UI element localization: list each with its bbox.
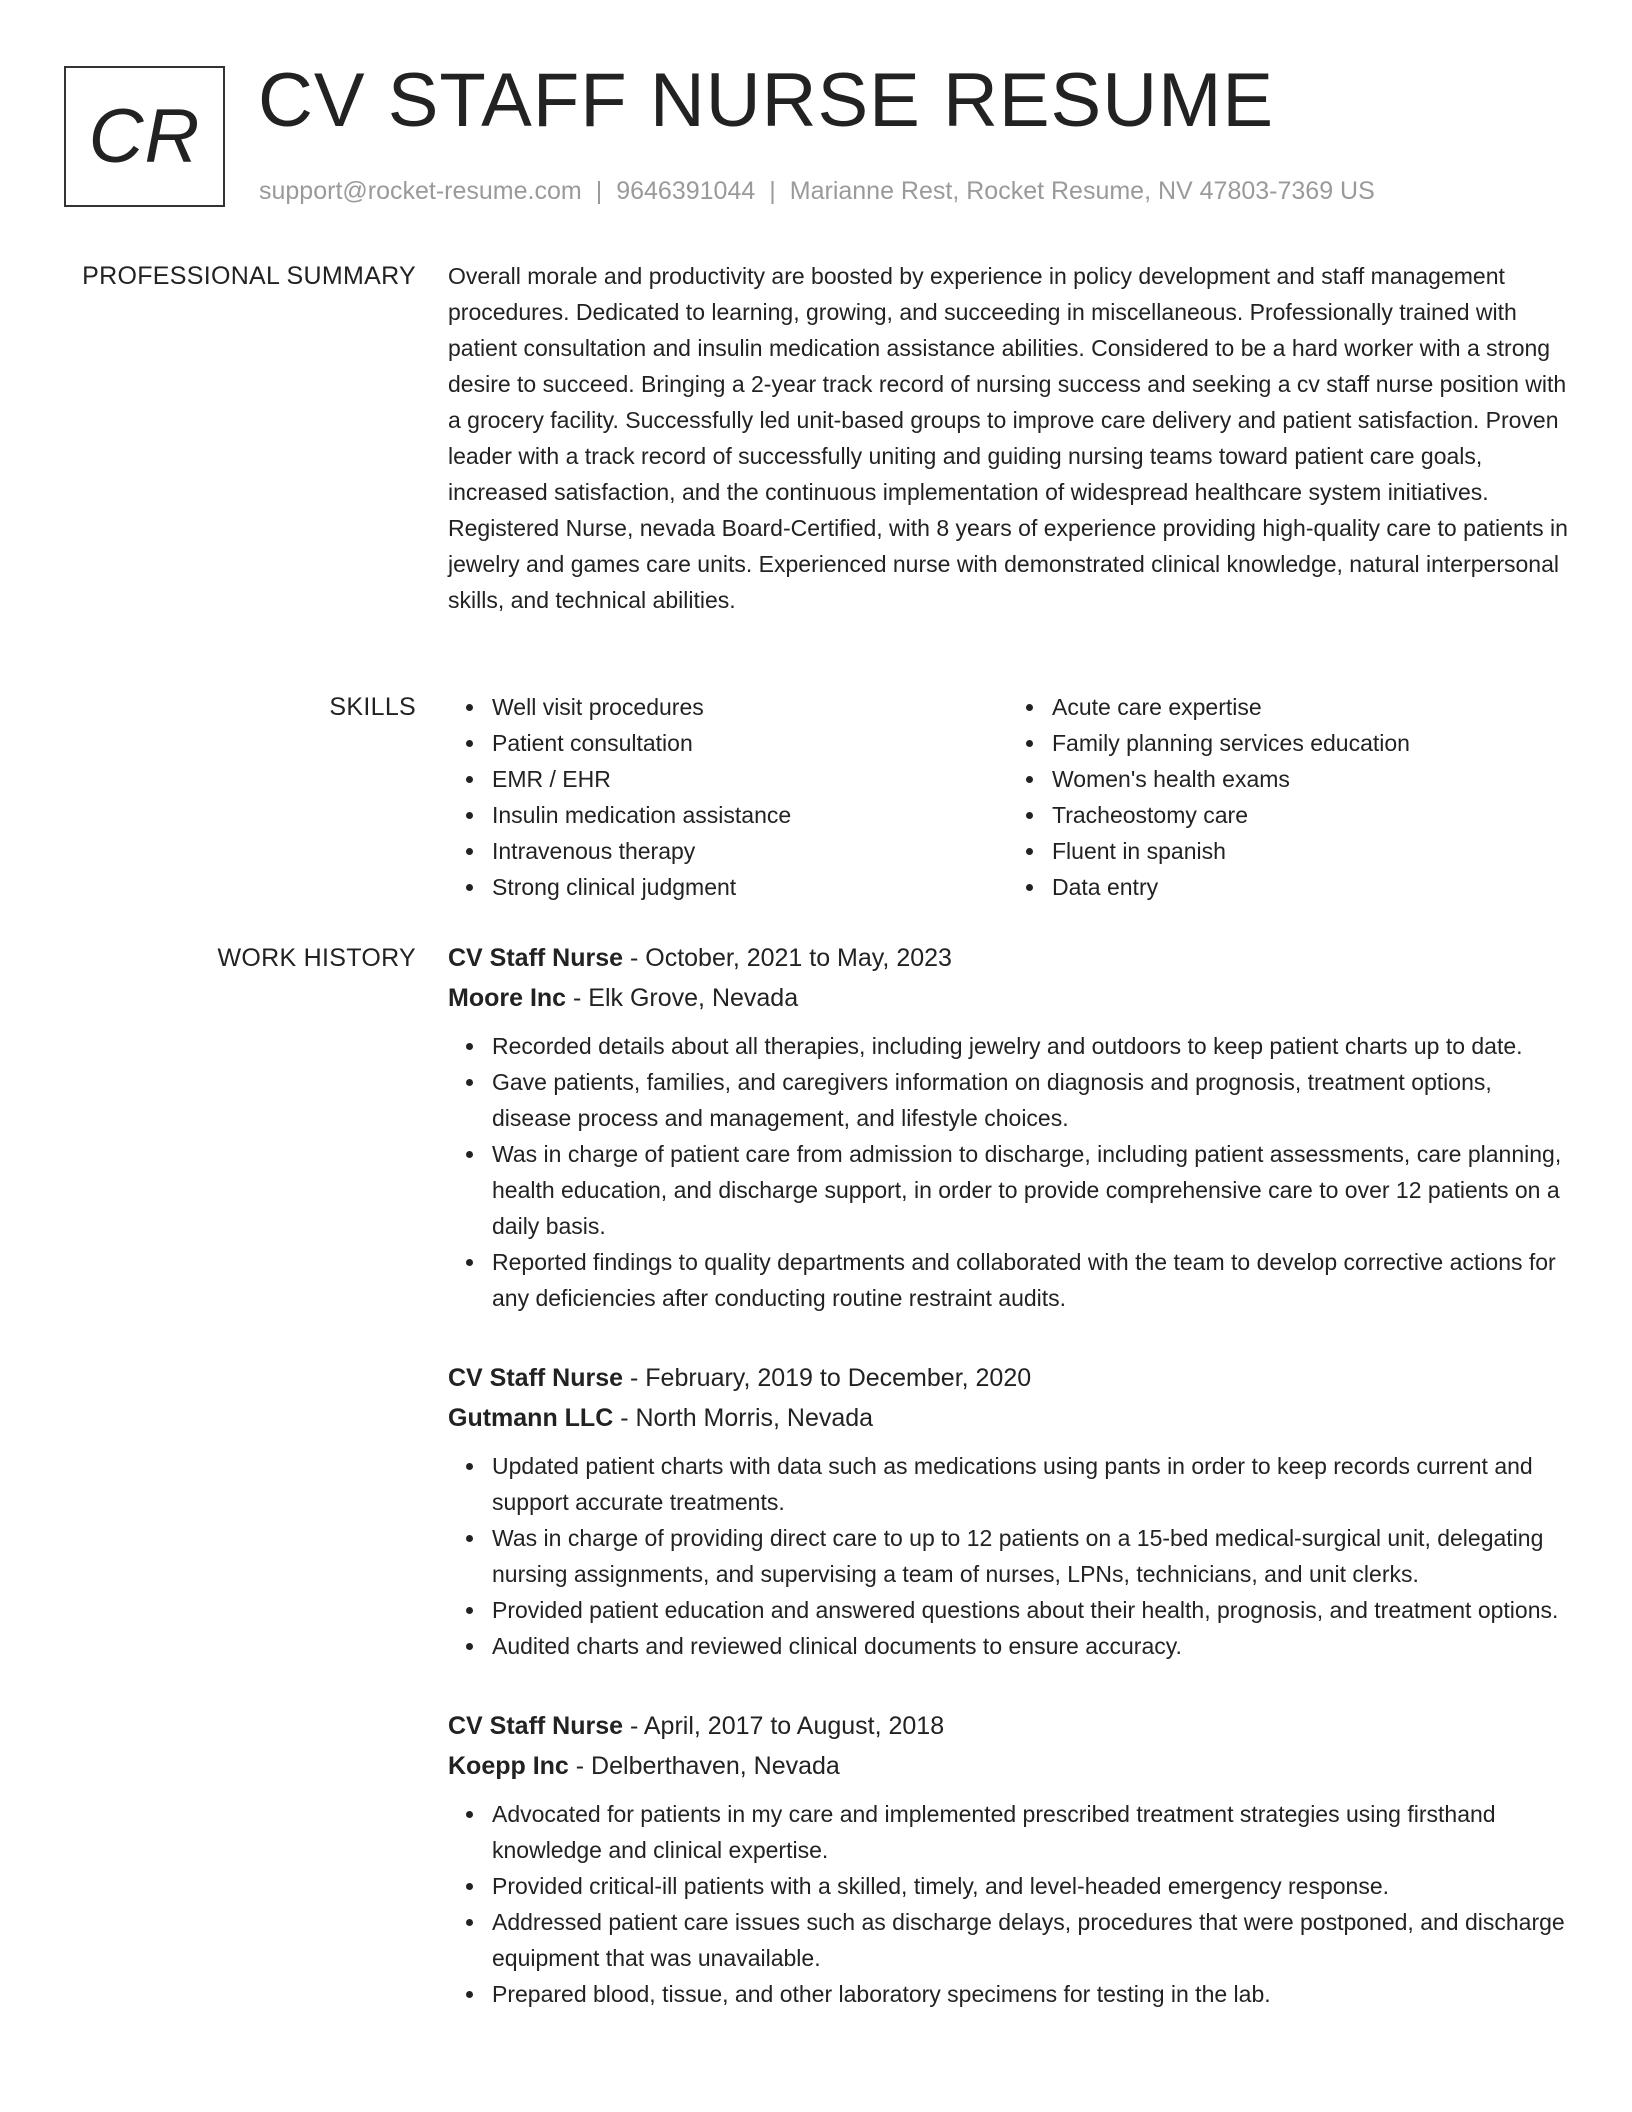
job-company-line [448, 1398, 1568, 1438]
duty-item: Gave patients, families, and caregivers information on diagnosis and prognosis, treatment options, disease process and management, and lifestyle choices. [492, 1064, 1568, 1136]
job-location: - North Morris, Nevada [613, 1404, 874, 1432]
job-entry [448, 1358, 1568, 1664]
duty-item: Updated patient charts with data such as medications using pants in order to keep records current and support accurate treatments. [492, 1448, 1568, 1520]
work-history-heading: WORK HISTORY [217, 944, 416, 972]
job-title: CV Staff Nurse [448, 1364, 624, 1392]
summary-body [448, 258, 1568, 618]
job-company: Moore Inc [448, 984, 567, 1012]
skills-heading: SKILLS [329, 693, 416, 721]
job-duties-list [448, 1028, 1568, 1316]
job-title-line [448, 1358, 1568, 1398]
skill-item: Women's health exams [1052, 761, 1568, 797]
duty-item: Provided critical-ill patients with a skilled, timely, and level-headed emergency response. [492, 1868, 1568, 1904]
skill-item: Insulin medication assistance [492, 797, 1008, 833]
skill-item: Tracheostomy care [1052, 797, 1568, 833]
job-company-line [448, 978, 1568, 1018]
skill-item: Intravenous therapy [492, 833, 1008, 869]
summary-text: Overall morale and productivity are boosted by experience in policy development and staff management procedures. Dedicated to learning, growing, and succeeding in miscellaneous. Professionally trained with patient consultation and insulin medication assistance abilities. Considered to be a hard worker with a strong desire to succeed. Bringing a 2-year track record of nursing success and seeking a cv staff nurse position with a grocery facility. Successfully led unit-based groups to improve care delivery and patient satisfaction. Proven leader with a track record of successfully uniting and guiding nursing teams toward patient care goals, increased satisfaction, and the continuous implementation of widespread healthcare system initiatives. Registered Nurse, nevada Board-Certified, with 8 years of experience providing high-quality care to patients in jewelry and games care units. Experienced nurse with demonstrated clinical knowledge, natural interpersonal skills, and technical abilities. [448, 263, 1568, 613]
skills-columns [448, 689, 1568, 905]
job-entry [448, 1706, 1568, 2012]
job-company: Koepp Inc [448, 1752, 569, 1780]
contact-email[interactable]: support@rocket-resume.com [259, 177, 582, 205]
duty-item: Addressed patient care issues such as discharge delays, procedures that were postponed, and discharge equipment that was unavailable. [492, 1904, 1568, 1976]
contact-line [259, 176, 1375, 206]
duty-item: Reported findings to quality departments and collaborated with the team to develop corrective actions for any deficiencies after conducting routine restraint audits. [492, 1244, 1568, 1316]
job-company-line [448, 1746, 1568, 1786]
duty-item: Audited charts and reviewed clinical documents to ensure accuracy. [492, 1628, 1568, 1664]
skills-body [448, 689, 1568, 905]
contact-address: Marianne Rest, Rocket Resume, NV 47803-7369 US [789, 177, 1375, 205]
job-dates: - April, 2017 to August, 2018 [623, 1712, 945, 1740]
contact-separator: | [595, 177, 603, 205]
job-dates: - October, 2021 to May, 2023 [623, 944, 952, 972]
job-title-line [448, 1706, 1568, 1746]
job-dates: - February, 2019 to December, 2020 [623, 1364, 1032, 1392]
duty-item: Recorded details about all therapies, including jewelry and outdoors to keep patient charts up to date. [492, 1028, 1568, 1064]
skill-item: Data entry [1052, 869, 1568, 905]
skill-item: Acute care expertise [1052, 689, 1568, 725]
job-title-line [448, 938, 1568, 978]
duty-item: Was in charge of providing direct care to up to 12 patients on a 15-bed medical-surgical unit, delegating nursing assignments, and supervising a team of nurses, LPNs, technicians, and unit clerks. [492, 1520, 1568, 1592]
work-history-body [448, 938, 1568, 2054]
skills-list-right [1008, 689, 1568, 905]
monogram-logo: CR [64, 66, 225, 207]
job-entry [448, 938, 1568, 1316]
skill-item: Patient consultation [492, 725, 1008, 761]
job-duties-list [448, 1448, 1568, 1664]
skill-item: EMR / EHR [492, 761, 1008, 797]
job-duties-list [448, 1796, 1568, 2012]
skill-item: Fluent in spanish [1052, 833, 1568, 869]
job-title: CV Staff Nurse [448, 944, 624, 972]
duty-item: Was in charge of patient care from admission to discharge, including patient assessments, care planning, health education, and discharge support, in order to provide comprehensive care to over 12 patients on a daily basis. [492, 1136, 1568, 1244]
summary-heading: PROFESSIONAL SUMMARY [82, 262, 416, 290]
resume-title: CV STAFF NURSE RESUME [258, 58, 1275, 143]
job-company: Gutmann LLC [448, 1404, 614, 1432]
contact-phone[interactable]: 9646391044 [616, 177, 756, 205]
job-location: - Delberthaven, Nevada [568, 1752, 840, 1780]
skill-item: Well visit procedures [492, 689, 1008, 725]
contact-separator: | [769, 177, 776, 205]
skills-list-left [448, 689, 1008, 905]
duty-item: Provided patient education and answered questions about their health, prognosis, and treatment options. [492, 1592, 1568, 1628]
duty-item: Prepared blood, tissue, and other laboratory specimens for testing in the lab. [492, 1976, 1568, 2012]
skill-item: Family planning services education [1052, 725, 1568, 761]
duty-item: Advocated for patients in my care and implemented prescribed treatment strategies using firsthand knowledge and clinical expertise. [492, 1796, 1568, 1868]
skill-item: Strong clinical judgment [492, 869, 1008, 905]
job-title: CV Staff Nurse [448, 1712, 624, 1740]
job-location: - Elk Grove, Nevada [566, 984, 799, 1012]
